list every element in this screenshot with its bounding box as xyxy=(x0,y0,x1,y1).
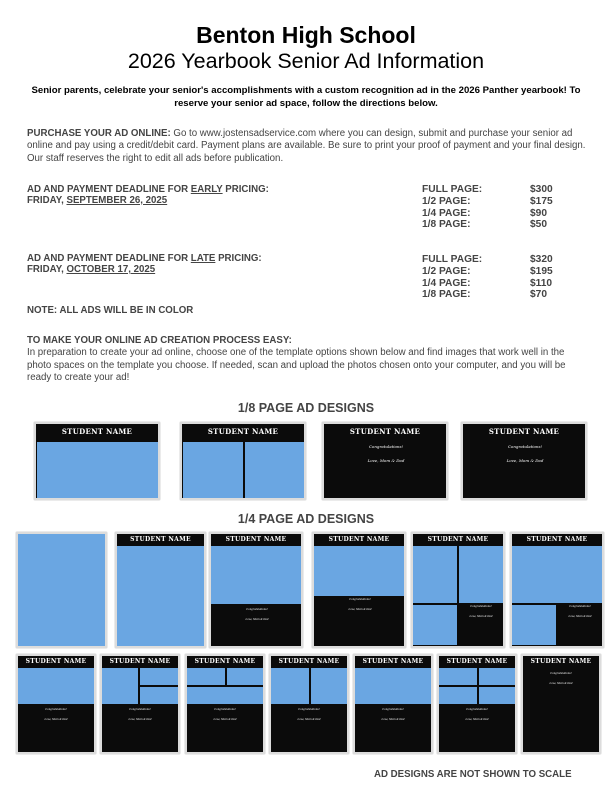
school-title: Benton High School xyxy=(196,22,416,48)
congrats-text: Congratulations! xyxy=(368,444,404,449)
photo-placeholder xyxy=(187,687,263,704)
easy-label: TO MAKE YOUR ONLINE AD CREATION PROCESS EASY: xyxy=(27,335,292,346)
student-name-header: STUDENT NAME xyxy=(413,534,503,545)
late-date: OCTOBER 17, 2025 xyxy=(66,264,156,275)
price-value: $90 xyxy=(530,207,547,219)
congrats-text: Congratulations! xyxy=(298,708,320,711)
late-pricing-suffix: PRICING: xyxy=(215,253,262,264)
photo-placeholder xyxy=(227,668,263,685)
message-block xyxy=(215,608,299,646)
congrats-text: Congratulations! xyxy=(45,708,67,711)
signoff-text: Love, Mom & Dad xyxy=(44,717,68,721)
student-name-header: STUDENT NAME xyxy=(355,656,431,667)
message-block xyxy=(359,708,427,750)
price-row xyxy=(422,196,553,208)
signoff-text: Love, Mom & Dad xyxy=(469,614,493,618)
late-day: FRIDAY, xyxy=(27,264,67,275)
photo-placeholder xyxy=(311,668,347,704)
eighth-template xyxy=(34,422,160,500)
signoff-text: Love, Mom & Dad xyxy=(506,458,544,463)
congrats-text: Congratulations! xyxy=(569,605,591,608)
message-block xyxy=(330,444,442,494)
late-deadline-label: AD AND PAYMENT DEADLINE FOR xyxy=(27,253,191,264)
student-name-header: STUDENT NAME xyxy=(324,424,446,440)
late-deadline xyxy=(27,253,262,275)
eighth-page-heading: 1/8 PAGE AD DESIGNS xyxy=(237,401,375,415)
price-value: $110 xyxy=(530,277,553,289)
early-deadline xyxy=(27,184,269,206)
student-name-header: STUDENT NAME xyxy=(18,656,94,667)
quarter-template xyxy=(411,532,505,648)
photo-placeholder xyxy=(117,546,204,646)
photo-placeholder xyxy=(413,546,457,603)
student-name-header: STUDENT NAME xyxy=(211,534,301,545)
signoff-text: Love, Mom & Dad xyxy=(367,458,405,463)
easy-section xyxy=(27,335,587,385)
early-keyword: EARLY xyxy=(190,184,223,195)
photo-placeholder xyxy=(187,668,225,685)
signoff-text: Love, Mom & Dad xyxy=(213,717,237,721)
price-label: 1/4 PAGE: xyxy=(422,277,471,289)
student-name-header: STUDENT NAME xyxy=(182,424,304,440)
quarter-template xyxy=(510,532,604,648)
eighth-template xyxy=(461,422,587,500)
price-value: $70 xyxy=(530,289,547,301)
quarter-template xyxy=(269,654,349,754)
congrats-text: Congratulations! xyxy=(214,708,236,711)
message-block xyxy=(318,598,402,644)
price-value: $175 xyxy=(530,195,553,207)
late-keyword: LATE xyxy=(190,253,216,264)
price-row xyxy=(422,184,553,196)
message-block xyxy=(275,708,343,750)
quarter-template xyxy=(437,654,517,754)
congrats-text: Congratulations! xyxy=(382,708,404,711)
signoff-text: Love, Mom & Dad xyxy=(465,717,489,721)
quarter-template xyxy=(312,532,406,648)
congrats-text: Congratulations! xyxy=(550,672,572,675)
price-value: $320 xyxy=(530,254,553,265)
photo-placeholder xyxy=(439,687,477,704)
student-name-header: STUDENT NAME xyxy=(523,656,599,667)
signoff-text: Love, Mom & Dad xyxy=(128,717,152,721)
quarter-page-heading: 1/4 PAGE AD DESIGNS xyxy=(237,512,375,526)
price-row xyxy=(422,219,553,231)
purchase-section xyxy=(27,128,587,165)
price-label: 1/8 PAGE: xyxy=(422,219,471,231)
student-name-header: STUDENT NAME xyxy=(463,424,585,440)
message-block xyxy=(106,708,174,750)
intro-text: Senior parents, celebrate your senior's accomplishments with a custom recognition ad in the 2026 Panther yearbook! To reserve your senior ad space, follow the directions below. xyxy=(31,85,581,109)
quarter-template xyxy=(209,532,303,648)
congrats-text: Congratulations! xyxy=(470,605,492,608)
price-row xyxy=(422,278,553,290)
signoff-text: Love, Mom & Dad xyxy=(348,607,372,611)
signoff-text: Love, Mom & Dad xyxy=(245,617,269,621)
photo-placeholder xyxy=(479,668,515,685)
signoff-text: Love, Mom & Dad xyxy=(549,681,573,685)
photo-placeholder xyxy=(512,546,602,603)
purchase-text: Go to www.jostensadservice.com where you can design, submit and purchase your senior ad online and pay using a credit/debit card. Payment plans are available. Be sure to print your proof of payment and your final design. Our staff reserves the right to edit all ads before publication. xyxy=(27,128,586,164)
message-block xyxy=(443,708,511,750)
photo-placeholder xyxy=(479,687,515,704)
quarter-template xyxy=(16,654,96,754)
quarter-template xyxy=(16,532,107,648)
early-day: FRIDAY, xyxy=(27,195,67,206)
photo-placeholder xyxy=(37,442,159,498)
congrats-text: Congratulations! xyxy=(466,708,488,711)
quarter-template xyxy=(115,532,206,648)
photo-placeholder xyxy=(140,687,178,704)
student-name-header: STUDENT NAME xyxy=(102,656,178,667)
price-value: $195 xyxy=(530,265,553,277)
price-label: 1/2 PAGE: xyxy=(422,265,471,277)
student-name-header: STUDENT NAME xyxy=(36,424,158,440)
photo-placeholder xyxy=(355,668,431,704)
student-name-header: STUDENT NAME xyxy=(314,534,404,545)
price-row xyxy=(422,208,553,220)
quarter-template xyxy=(185,654,265,754)
price-label: 1/2 PAGE: xyxy=(422,195,471,207)
message-block xyxy=(558,605,602,645)
congrats-text: Congratulations! xyxy=(129,708,151,711)
quarter-template xyxy=(521,654,601,754)
congrats-text: Congratulations! xyxy=(507,444,543,449)
quarter-template xyxy=(353,654,433,754)
message-block xyxy=(22,708,90,750)
congrats-text: Congratulations! xyxy=(349,598,371,601)
photo-placeholder xyxy=(271,668,309,704)
photo-placeholder xyxy=(512,605,556,645)
easy-text: In preparation to create your ad online, choose one of the template options shown below and find images that work well in the photo spaces on the template you choose. If needed, scan and upload the photos chosen onto your computer, and you will be ready to create your ad! xyxy=(27,347,566,384)
late-price-list xyxy=(422,254,553,301)
price-row xyxy=(422,254,553,266)
color-note: NOTE: ALL ADS WILL BE IN COLOR xyxy=(27,305,194,316)
congrats-text: Congratulations! xyxy=(246,608,268,611)
early-date: SEPTEMBER 26, 2025 xyxy=(66,195,168,206)
photo-placeholder xyxy=(439,668,477,685)
student-name-header: STUDENT NAME xyxy=(187,656,263,667)
price-label: FULL PAGE: xyxy=(422,254,483,265)
signoff-text: Love, Mom & Dad xyxy=(568,614,592,618)
page-subtitle: 2026 Yearbook Senior Ad Information xyxy=(127,49,485,73)
photo-placeholder xyxy=(245,442,305,498)
early-pricing-suffix: PRICING: xyxy=(222,184,269,195)
student-name-header: STUDENT NAME xyxy=(512,534,602,545)
student-name-header: STUDENT NAME xyxy=(117,534,204,545)
early-price-list xyxy=(422,184,553,231)
price-row xyxy=(422,266,553,278)
eighth-template xyxy=(322,422,448,500)
photo-placeholder xyxy=(211,546,301,604)
photo-placeholder xyxy=(18,668,94,704)
photo-placeholder xyxy=(413,605,457,645)
quarter-template xyxy=(100,654,180,754)
early-deadline-label: AD AND PAYMENT DEADLINE FOR xyxy=(27,184,191,195)
message-block xyxy=(527,672,595,746)
message-block xyxy=(191,708,259,750)
photo-placeholder xyxy=(459,546,503,603)
price-label: FULL PAGE: xyxy=(422,184,483,195)
eighth-template xyxy=(180,422,306,500)
photo-placeholder xyxy=(183,442,243,498)
scale-note: AD DESIGNS ARE NOT SHOWN TO SCALE xyxy=(374,769,572,780)
student-name-header: STUDENT NAME xyxy=(271,656,347,667)
photo-placeholder xyxy=(102,668,138,704)
price-label: 1/4 PAGE: xyxy=(422,207,471,219)
price-value: $50 xyxy=(530,219,547,231)
price-row xyxy=(422,289,553,301)
message-block xyxy=(459,605,503,645)
photo-placeholder xyxy=(314,546,404,596)
price-value: $300 xyxy=(530,184,553,195)
student-name-header: STUDENT NAME xyxy=(439,656,515,667)
photo-placeholder xyxy=(140,668,178,685)
signoff-text: Love, Mom & Dad xyxy=(381,717,405,721)
signoff-text: Love, Mom & Dad xyxy=(297,717,321,721)
purchase-label: PURCHASE YOUR AD ONLINE: xyxy=(27,128,171,139)
price-label: 1/8 PAGE: xyxy=(422,289,471,301)
message-block xyxy=(469,444,581,494)
